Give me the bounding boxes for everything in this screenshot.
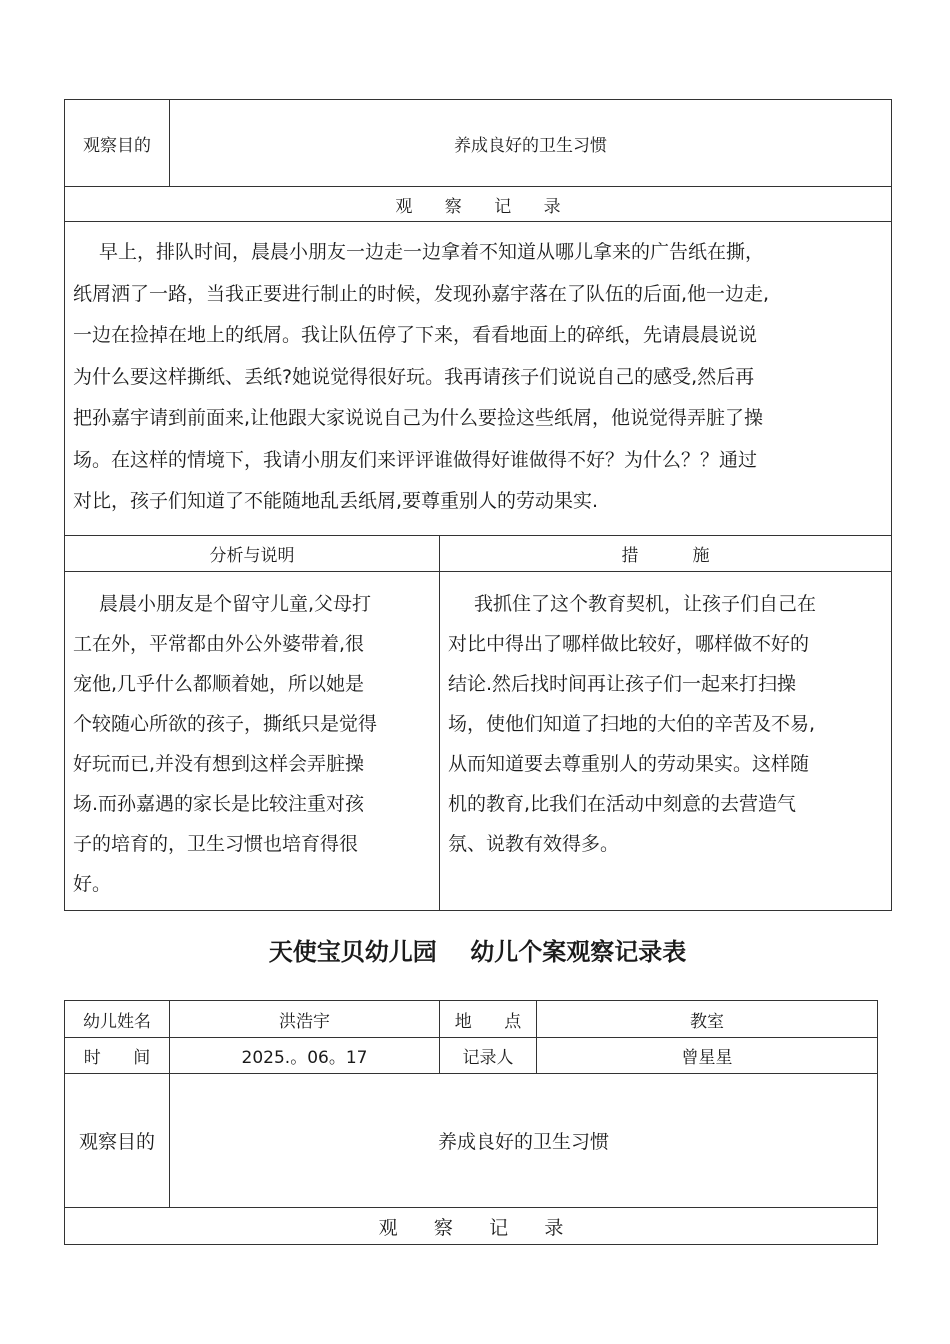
text-line: 晨晨小朋友是个留守儿童,父母打 — [99, 592, 372, 615]
text-line: 早上，排队时间，晨晨小朋友一边走一边拿着不知道从哪儿拿来的广告纸在撕， — [99, 241, 765, 263]
text-line: 个较随心所欲的孩子，撕纸只是觉得 — [73, 712, 378, 735]
text-line: 我抓住了这个教育契机，让孩子们自己在 — [474, 592, 817, 615]
text-line: 对比中得出了哪样做比较好，哪样做不好的 — [448, 632, 810, 655]
text-line: 子的培育的，卫生习惯也培育得很 — [73, 832, 359, 855]
text-line: 为什么要这样撕纸、丢纸?她说觉得很好玩。我再请孩子们说说自己的感受,然后再 — [73, 365, 755, 388]
text-line: 一边在捡掉在地上的纸屑。我让队伍停了下来，看看地面上的碎纸，先请晨晨说说 — [73, 324, 758, 346]
observation-table-1 — [64, 99, 892, 911]
text-line: 从而知道要去尊重别人的劳动果实。这样随 — [448, 752, 810, 775]
analysis-text — [73, 584, 431, 904]
form-title: 天使宝贝幼儿园 幼儿个案观察记录表 — [268, 938, 687, 966]
text-line: 纸屑洒了一路，当我正要进行制止的时候，发现孙嘉宇落在了队伍的后面,他一边走, — [73, 282, 770, 305]
place-value: 教室 — [537, 1001, 878, 1038]
measures-text — [448, 584, 885, 864]
purpose-value: 养成良好的卫生习惯 — [170, 100, 892, 187]
record-header-2: 观 察 记 录 — [65, 1208, 878, 1245]
text-line: 结论.然后找时间再让孩子们一起来打扫操 — [448, 672, 797, 695]
time-label: 时 间 — [65, 1038, 170, 1074]
text-line: 氛、说教有效得多。 — [448, 832, 620, 855]
recorder-value: 曾星星 — [537, 1038, 878, 1074]
text-line: 把孙嘉宇请到前面来,让他跟大家说说自己为什么要捡这些纸屑，他说觉得弄脏了操 — [73, 407, 764, 429]
place-label: 地 点 — [440, 1001, 537, 1038]
recorder-label: 记录人 — [440, 1038, 537, 1074]
record-body — [65, 222, 892, 536]
purpose-label: 观察目的 — [65, 100, 170, 187]
name-value: 洪浩宇 — [170, 1001, 440, 1038]
record-header: 观 察 记 录 — [65, 187, 892, 222]
analysis-header: 分析与说明 — [65, 535, 440, 571]
purpose-label-2: 观察目的 — [65, 1074, 170, 1208]
purpose-value-2: 养成良好的卫生习惯 — [170, 1074, 878, 1208]
text-line: 好。 — [73, 872, 112, 895]
measures-header: 措 施 — [440, 535, 892, 571]
text-line: 场.而孙嘉遇的家长是比较注重对孩 — [73, 792, 365, 815]
measures-body — [440, 571, 892, 910]
text-line: 机的教育,比我们在活动中刻意的去营造气 — [448, 792, 797, 815]
text-line: 好玩而已,并没有想到这样会弄脏操 — [73, 752, 365, 775]
text-line: 场，使他们知道了扫地的大伯的辛苦及不易, — [448, 712, 816, 735]
name-label: 幼儿姓名 — [65, 1001, 170, 1038]
observation-table-2 — [64, 1000, 878, 1245]
text-line: 工在外，平常都由外公外婆带着,很 — [73, 632, 365, 655]
text-line: 场。在这样的情境下，我请小朋友们来评评谁做得好谁做得不好？为什么？？通过 — [73, 448, 758, 471]
text-line: 对比，孩子们知道了不能随地乱丢纸屑,要尊重别人的劳动果实. — [73, 490, 599, 512]
text-line: 宠他,几乎什么都顺着她，所以她是 — [73, 672, 365, 695]
analysis-body — [65, 571, 440, 910]
time-value: 2025.。06。17 — [170, 1038, 440, 1074]
record-text — [73, 232, 883, 523]
